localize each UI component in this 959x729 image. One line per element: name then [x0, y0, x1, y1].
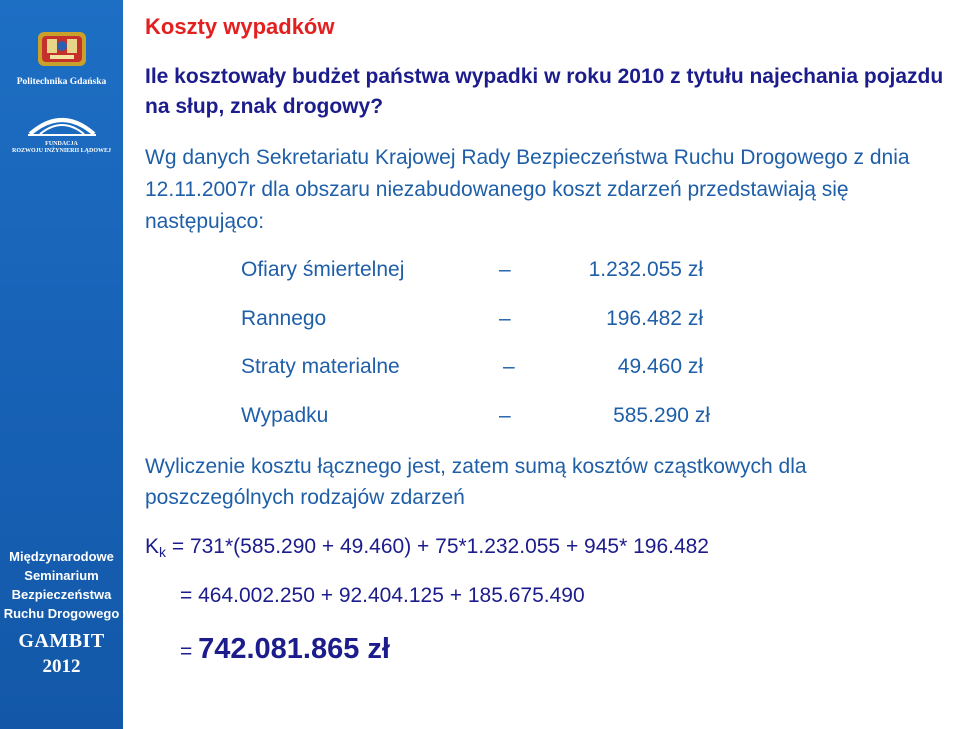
gambit-logo: GAMBIT — [18, 630, 105, 652]
source-text: Wg danych Sekretariatu Krajowej Rady Bezpieczeństwa Ruchu Drogowego z dnia 12.11.2007r dla obszaru niezabudowanego koszt zdarzeń przedstawiają się następująco: — [145, 146, 910, 233]
event-year: 2012 — [42, 656, 81, 677]
cost-value: 585.290 zł — [613, 404, 710, 427]
seminar-line: Ruchu Drogowego — [3, 606, 120, 621]
total-cost-value: 742.081.865 zł — [198, 633, 390, 665]
dash-separator: – — [499, 404, 511, 427]
formula-line-1 — [145, 535, 709, 560]
cost-row — [241, 404, 841, 432]
university-crest-logo — [36, 28, 88, 70]
sidebar — [0, 0, 123, 729]
dash-separator: – — [499, 307, 511, 330]
foundation-line-1: FUNDACJA — [45, 141, 78, 147]
foundation-line-2: ROZWOJU INŻYNIERII LĄDOWEJ — [11, 148, 111, 154]
cost-row — [241, 258, 841, 286]
formula-subscript: k — [159, 544, 167, 560]
cost-value: 1.232.055 zł — [588, 258, 703, 281]
cost-label: Straty materialne — [241, 355, 400, 378]
formula-symbol: K — [145, 535, 160, 558]
result-line — [180, 633, 390, 666]
dash-separator: – — [503, 355, 515, 378]
seminar-line: Bezpieczeństwa — [11, 587, 112, 602]
cost-label: Wypadku — [241, 404, 329, 427]
cost-row — [241, 307, 841, 335]
seminar-name — [0, 547, 123, 623]
calculation-intro: Wyliczenie kosztu łącznego jest, zatem sumą kosztów cząstkowych dla poszczególnych rodzajów zdarzeń — [145, 455, 807, 509]
formula-expression: = 731*(585.290 + 49.460) + 75*1.232.055 + 945* 196.482 — [166, 535, 709, 558]
slide-title: Koszty wypadków — [145, 14, 335, 39]
bridge-logo — [26, 112, 98, 138]
cost-label: Ofiary śmiertelnej — [241, 258, 405, 281]
result-prefix: = — [180, 640, 199, 663]
cost-value: 196.482 zł — [606, 307, 703, 330]
seminar-line: Międzynarodowe — [9, 549, 114, 564]
seminar-line: Seminarium — [24, 568, 99, 583]
formula-line-2: = 464.002.250 + 92.404.125 + 185.675.490 — [180, 584, 585, 607]
question-text: Ile kosztowały budżet państwa wypadki w roku 2010 z tytułu najechania pojazdu na słup, znak drogowy? — [145, 65, 944, 118]
foundation-name — [0, 141, 123, 155]
cost-value: 49.460 zł — [617, 355, 703, 378]
cost-row — [241, 355, 841, 383]
dash-separator: – — [499, 258, 511, 281]
cost-label: Rannego — [241, 307, 327, 330]
university-name: Politechnika Gdańska — [16, 77, 107, 87]
